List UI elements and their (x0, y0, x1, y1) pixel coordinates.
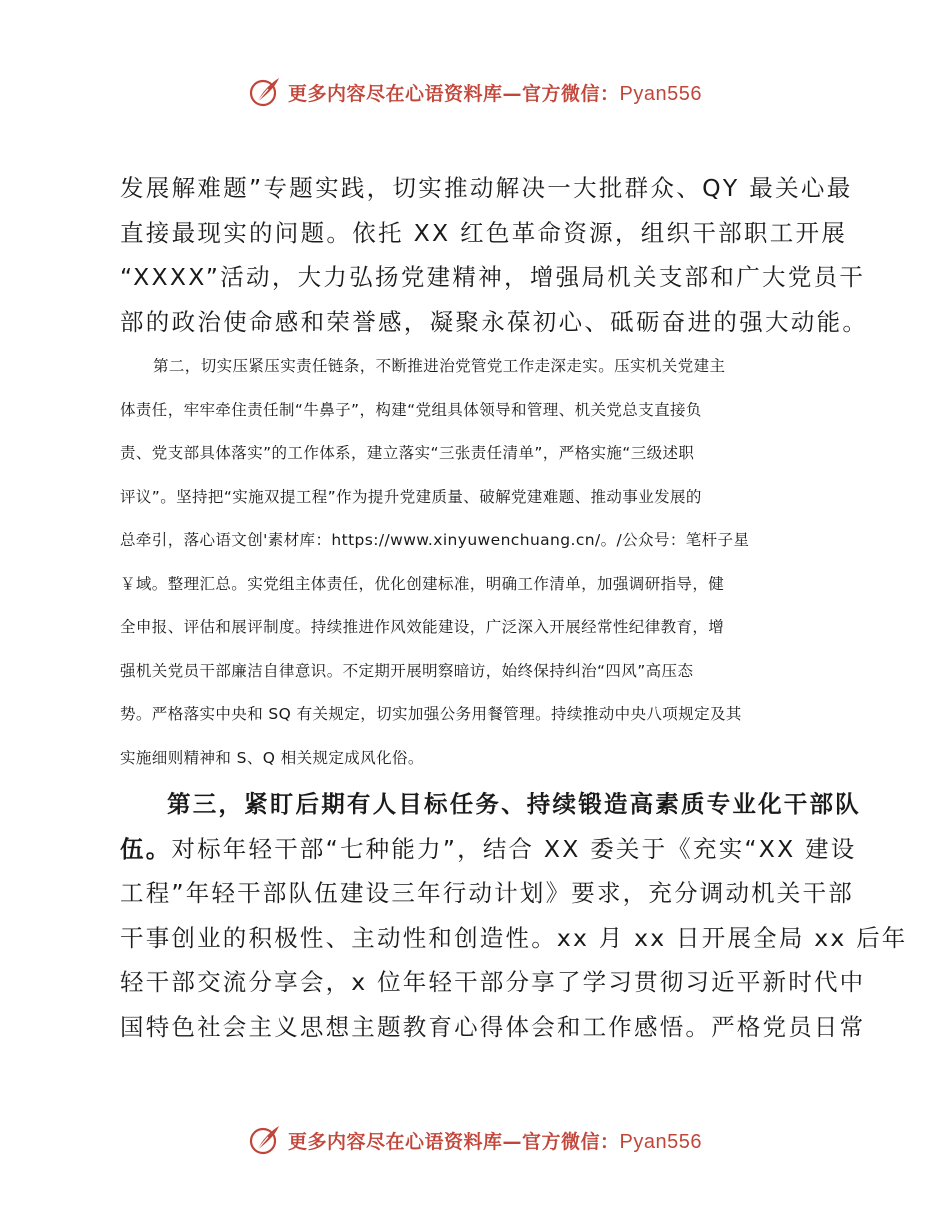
watermark-text (288, 1127, 702, 1154)
paragraph-3-heading: 第三，紧盯后期有人目标任务、持续锻造高素质专业化干部队 (167, 790, 861, 818)
paragraph-2-line: 体责任，牢牢牵住责任制“牛鼻子”，构建“党组具体领导和管理、机关党总支直接负 (120, 400, 702, 419)
feather-quill-logo-icon (248, 75, 282, 109)
paragraph-1 (120, 166, 869, 344)
feather-quill-logo-icon (248, 1123, 282, 1157)
paragraph-3-line: 轻干部交流分享会，x 位年轻干部分享了学习贯彻习近平新时代中 (120, 968, 866, 996)
paragraph-2-line: 评议”。坚持把“实施双提工程”作为提升党建质量、破解党建难题、推动事业发展的 (120, 487, 702, 506)
paragraph-2-line: 实施细则精神和 S、Q 相关规定成风化俗。 (120, 748, 424, 767)
paragraph-2-line: 第二，切实压紧压实责任链条，不断推进治党管党工作走深走实。压实机关党建主 (153, 357, 726, 375)
paragraph-3-text: 对标年轻干部“七种能力”，结合 XX 委关于《充实“XX 建设 (171, 834, 857, 863)
brand (248, 1123, 702, 1157)
paragraph-2-line: 责、党支部具体落实”的工作体系，建立落实“三张责任清单”，严格实施“三级述职 (120, 444, 695, 462)
brand (248, 75, 702, 109)
watermark-wechat-id: Pyan556 (619, 1130, 702, 1153)
paragraph-1-line: 部的政治使命感和荣誉感，凝聚永葆初心、砥砺奋进的强大动能。 (120, 307, 869, 336)
footer-watermark (0, 1120, 950, 1160)
paragraph-2-line: 强机关党员干部廉洁自律意识。不定期开展明察暗访，始终保持纠治“四风”高压态 (120, 661, 694, 680)
paragraph-3-line: 干事创业的积极性、主动性和创造性。xx 月 xx 日开展全局 xx 后年 (120, 923, 908, 952)
paragraph-1-line: 发展解难题”专题实践，切实推动解决一大批群众、QY 最关心最 (120, 174, 853, 202)
document-body (120, 166, 908, 1049)
paragraph-2-line: 总牵引，落心语文创'素材库：https://www.xinyuwenchuang.cn/。/公众号：笔杆子星 (120, 531, 750, 549)
paragraph-3-line: 国特色社会主义思想主题教育心得体会和工作感悟。严格党员日常 (120, 1012, 866, 1041)
paragraph-1-line: “XXXX”活动，大力弘扬党建精神，增强局机关支部和广大党员干 (120, 263, 866, 291)
paragraph-3-line (120, 827, 857, 872)
header-watermark (0, 72, 950, 112)
watermark-slogan: 更多内容尽在心语资料库—官方微信： (288, 82, 620, 105)
watermark-wechat-id: Pyan556 (619, 82, 702, 105)
paragraph-2-line: ￥域。整理汇总。实党组主体责任，优化创建标准，明确工作清单，加强调研指导，健 (120, 574, 725, 593)
paragraph-3-line: 工程”年轻干部队伍建设三年行动计划》要求，充分调动机关干部 (120, 879, 854, 907)
paragraph-2 (120, 345, 832, 780)
paragraph-3-heading-end: 伍。 (120, 834, 172, 863)
paragraph-1-line: 直接最现实的问题。依托 XX 红色革命资源，组织干部职工开展 (120, 218, 848, 247)
watermark-text (288, 79, 702, 106)
paragraph-3 (120, 782, 908, 1049)
paragraph-2-line: 全申报、评估和展评制度。持续推进作风效能建设，广泛深入开展经常性纪律教育，增 (120, 618, 725, 636)
watermark-slogan: 更多内容尽在心语资料库—官方微信： (288, 1130, 620, 1153)
paragraph-2-line: 势。严格落实中央和 SQ 有关规定，切实加强公务用餐管理。持续推动中央八项规定及其 (120, 705, 742, 723)
